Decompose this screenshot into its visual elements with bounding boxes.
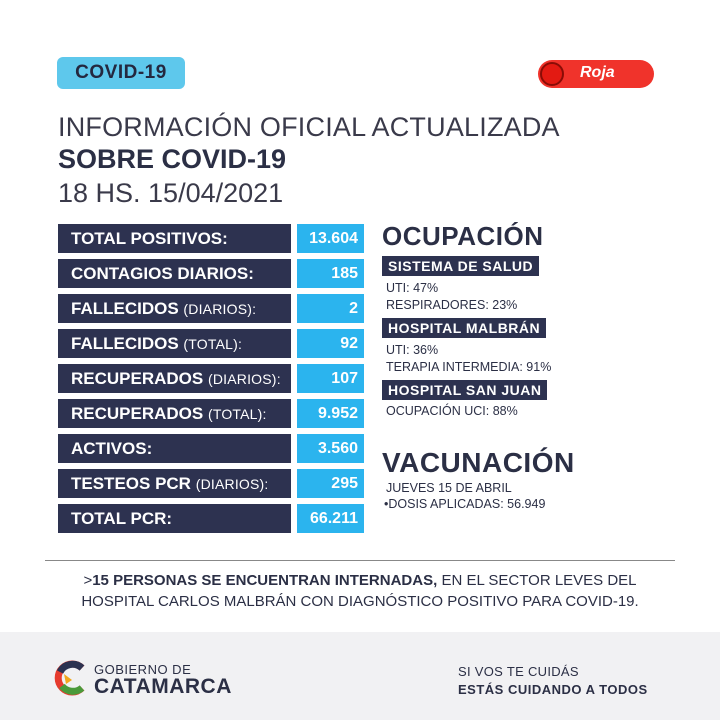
slogan-line1: SI VOS TE CUIDÁS bbox=[458, 664, 579, 679]
stat-value: 66.211 bbox=[297, 504, 364, 533]
stat-label: CONTAGIOS DIARIOS bbox=[71, 264, 249, 283]
stat-row-total-positivos bbox=[58, 224, 364, 253]
stat-sub: (DIARIOS) bbox=[183, 301, 253, 317]
stat-label: TOTAL PCR bbox=[71, 509, 167, 528]
stat-suffix: : bbox=[276, 371, 281, 387]
slogan-line2: ESTÁS CUIDANDO A TODOS bbox=[458, 682, 648, 697]
stat-value: 13.604 bbox=[297, 224, 364, 253]
alert-level-label: Roja bbox=[580, 64, 615, 81]
malbran-uti: UTI: 36% bbox=[386, 343, 439, 357]
stat-row-testeos-pcr bbox=[58, 469, 364, 498]
gov-line1: GOBIERNO DE bbox=[94, 662, 192, 677]
stat-row-activos bbox=[58, 434, 364, 463]
stat-value: 185 bbox=[297, 259, 364, 288]
malbran-terapia: TERAPIA INTERMEDIA: 91% bbox=[386, 360, 552, 374]
stat-row-recuperados-diarios bbox=[58, 364, 364, 393]
page-title-line1: INFORMACIÓN OFICIAL ACTUALIZADA bbox=[58, 112, 560, 142]
vacunacion-date: JUEVES 15 DE ABRIL bbox=[386, 481, 512, 495]
san-juan-uci: OCUPACIÓN UCI: 88% bbox=[386, 404, 518, 418]
sistema-respiradores: RESPIRADORES: 23% bbox=[386, 298, 518, 312]
alert-dot-icon bbox=[540, 62, 564, 86]
stat-row-total-pcr bbox=[58, 504, 364, 533]
stat-suffix: : bbox=[146, 439, 153, 458]
stat-suffix: : bbox=[237, 336, 243, 352]
stat-suffix: : bbox=[252, 301, 257, 317]
stat-sub: (TOTAL) bbox=[183, 336, 238, 352]
stat-value: 107 bbox=[297, 364, 364, 393]
stat-value: 2 bbox=[297, 294, 364, 323]
vacunacion-title: VACUNACIÓN bbox=[382, 447, 575, 478]
hospital-malbran-tag: HOSPITAL MALBRÁN bbox=[382, 318, 546, 338]
alert-level-badge bbox=[538, 60, 654, 88]
stat-row-contagios-diarios bbox=[58, 259, 364, 288]
stat-row-fallecidos-diarios bbox=[58, 294, 364, 323]
covid-badge: COVID-19 bbox=[57, 57, 185, 89]
stat-value: 3.560 bbox=[297, 434, 364, 463]
stat-sub: (DIARIOS) bbox=[207, 371, 277, 387]
stat-suffix: : bbox=[222, 229, 228, 248]
stat-row-fallecidos-total bbox=[58, 329, 364, 358]
note-rest: EN EL SECTOR LEVES DEL bbox=[437, 572, 637, 589]
stat-label: TESTEOS PCR bbox=[71, 474, 191, 493]
note-prefix: > bbox=[83, 572, 93, 589]
gov-line2: CATAMARCA bbox=[94, 675, 232, 698]
stat-label: FALLECIDOS bbox=[71, 334, 179, 353]
stat-value: 9.952 bbox=[297, 399, 364, 428]
sistema-salud-tag: SISTEMA DE SALUD bbox=[382, 256, 539, 276]
stat-value: 92 bbox=[297, 329, 364, 358]
catamarca-logo-icon bbox=[52, 660, 88, 696]
stat-value: 295 bbox=[297, 469, 364, 498]
stat-suffix: : bbox=[248, 264, 254, 283]
hospital-san-juan-tag: HOSPITAL SAN JUAN bbox=[382, 380, 547, 400]
page-title-line2: SOBRE COVID-19 bbox=[58, 144, 287, 174]
stat-label: FALLECIDOS bbox=[71, 299, 179, 318]
sistema-uti: UTI: 47% bbox=[386, 281, 439, 295]
stat-label: RECUPERADOS bbox=[71, 404, 204, 423]
divider bbox=[45, 560, 675, 561]
stat-sub: (TOTAL) bbox=[207, 406, 263, 422]
stat-row-recuperados-total bbox=[58, 399, 364, 428]
stat-label: RECUPERADOS bbox=[71, 369, 204, 388]
stats-table bbox=[58, 224, 364, 539]
note-line2: HOSPITAL CARLOS MALBRÁN CON DIAGNÓSTICO POSITIVO PARA COVID-19. bbox=[81, 593, 639, 610]
note-bold: 15 PERSONAS SE ENCUENTRAN INTERNADAS, bbox=[92, 572, 438, 589]
stat-label: ACTIVOS bbox=[71, 439, 147, 458]
stat-suffix: : bbox=[166, 509, 173, 528]
report-date: 18 HS. 15/04/2021 bbox=[58, 178, 284, 208]
stat-suffix: : bbox=[264, 476, 269, 492]
stat-sub: (DIARIOS) bbox=[195, 476, 265, 492]
stat-label: TOTAL POSITIVOS bbox=[71, 229, 223, 248]
vacunacion-dosis: •DOSIS APLICADAS: 56.949 bbox=[384, 497, 546, 511]
stat-suffix: : bbox=[262, 406, 267, 422]
ocupacion-title: OCUPACIÓN bbox=[382, 221, 544, 251]
internados-note bbox=[45, 570, 675, 612]
